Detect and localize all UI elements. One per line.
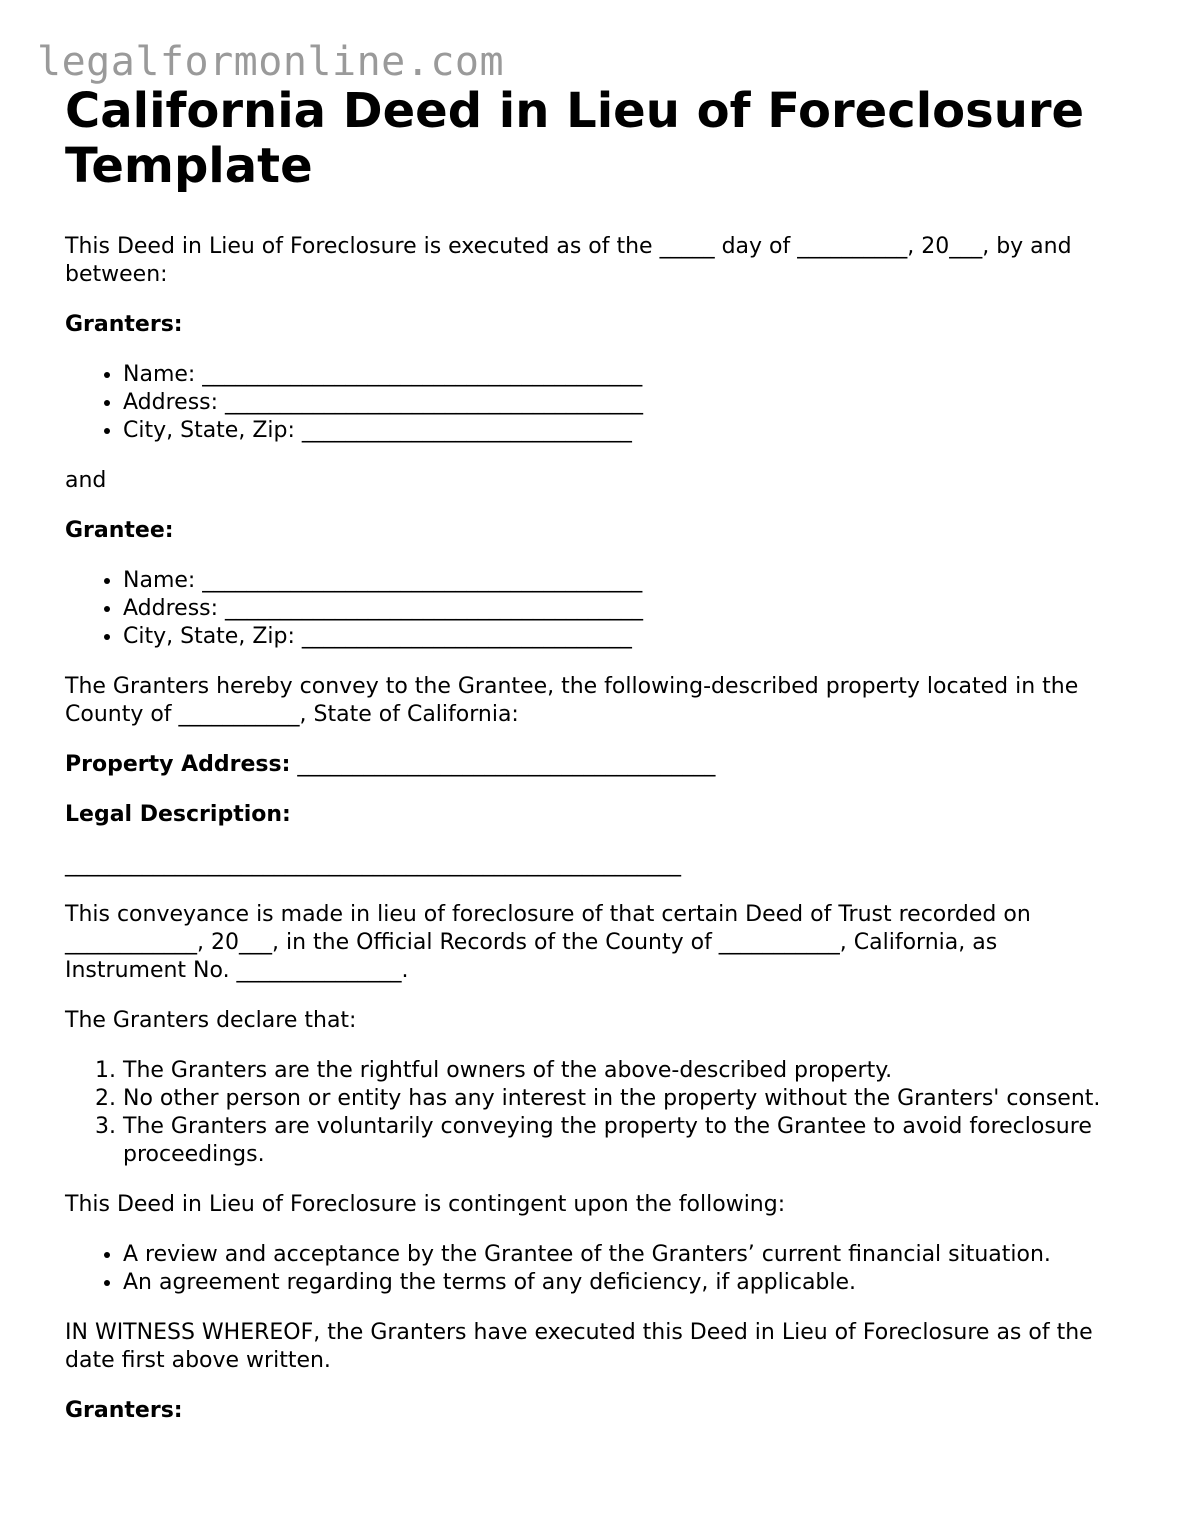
contingent-intro: This Deed in Lieu of Foreclosure is contingent upon the following: (65, 1192, 786, 1217)
grantee-field-list (65, 567, 1125, 651)
and-text: and (65, 468, 107, 493)
granters-heading: Granters: (65, 312, 183, 337)
property-address-line (65, 751, 1125, 779)
legal-description-label: Legal Description: (65, 802, 291, 827)
grantee-heading: Grantee: (65, 518, 174, 543)
granters-address-field: • Address: ______________________________________ (123, 389, 1125, 417)
granters-city-state-zip-field: • City, State, Zip: ______________________________ (123, 417, 1125, 445)
contingencies-list (65, 1241, 1125, 1297)
document-page (65, 84, 1125, 1425)
property-address-blank: ______________________________________ (297, 752, 716, 777)
convey-paragraph: The Granters hereby convey to the Grantee, the following-described property located in the County of ___________, State of California: (65, 674, 1079, 727)
document-title: California Deed in Lieu of Foreclosure Template (65, 83, 1085, 194)
contingency-item: • An agreement regarding the terms of any deficiency, if applicable. (123, 1269, 1125, 1297)
grantee-name-field: • Name: ________________________________________ (123, 567, 1125, 595)
grantee-address-field: • Address: ______________________________________ (123, 595, 1125, 623)
watermark: legalformonline.com (37, 39, 505, 85)
signature-granters-heading: Granters: (65, 1398, 183, 1423)
declarations-list (65, 1057, 1125, 1169)
granters-name-field: • Name: ________________________________________ (123, 361, 1125, 389)
granters-field-list (65, 361, 1125, 445)
conveyance-paragraph: This conveyance is made in lieu of foreclosure of that certain Deed of Trust recorded on ____________, 20___, in the Official Records of the County of ___________, California, as Instrument No. _______________. (65, 902, 1031, 983)
grantee-city-state-zip-field: • City, State, Zip: ______________________________ (123, 623, 1125, 651)
witness-paragraph: IN WITNESS WHEREOF, the Granters have executed this Deed in Lieu of Foreclosure as of the date first above written. (65, 1320, 1093, 1373)
property-address-label: Property Address: (65, 752, 291, 777)
declaration-item: 1. The Granters are the rightful owners of the above-described property. (123, 1057, 1125, 1085)
intro-paragraph: This Deed in Lieu of Foreclosure is executed as of the _____ day of __________, 20___, by and between: (65, 234, 1072, 287)
declaration-item: 2. No other person or entity has any interest in the property without the Granters' consent. (123, 1085, 1125, 1113)
declaration-item: 3. The Granters are voluntarily conveying the property to the Grantee to avoid foreclosure proceedings. (123, 1113, 1125, 1169)
contingency-item: • A review and acceptance by the Grantee of the Granters’ current financial situation. (123, 1241, 1125, 1269)
legal-description-blank: ________________________________________________________ (65, 852, 681, 877)
declare-intro: The Granters declare that: (65, 1008, 357, 1033)
